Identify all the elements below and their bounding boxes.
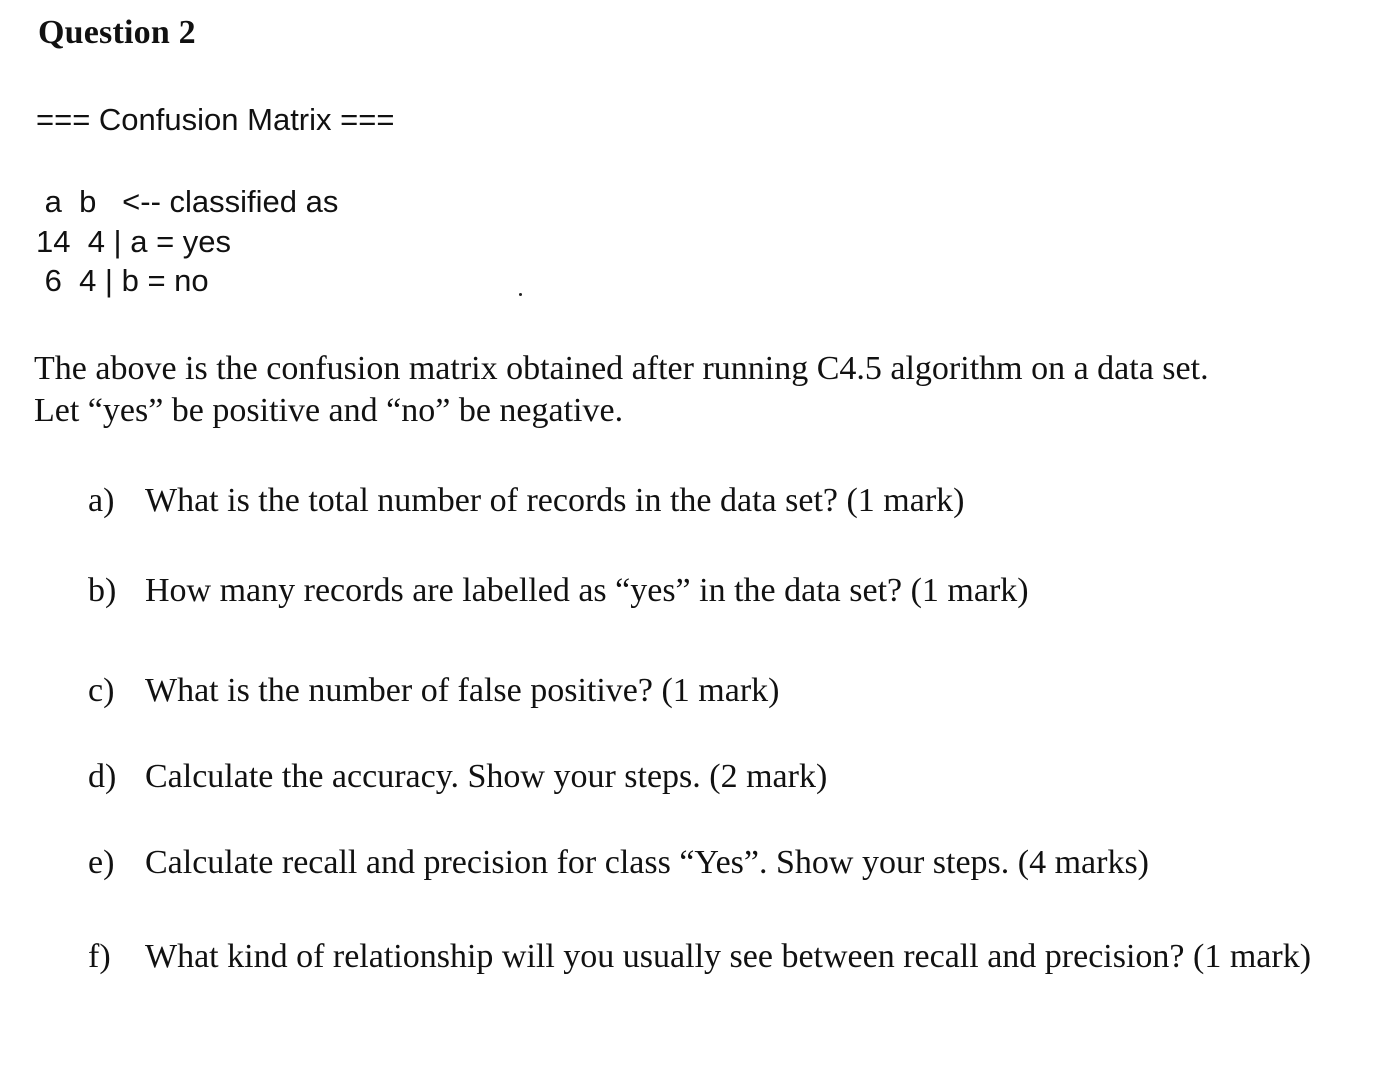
question-b [88, 568, 1358, 614]
question-c [88, 668, 1358, 714]
question-text: What is the number of false positive? (1 mark) [145, 672, 780, 709]
question-marker: e) [88, 844, 115, 881]
intro-paragraph [34, 348, 1354, 432]
question-text: Calculate the accuracy. Show your steps. (2 mark) [145, 758, 828, 795]
confusion-matrix-row-yes: 14 4 | a = yes [36, 224, 232, 259]
confusion-matrix-row-no: 6 4 | b = no [36, 263, 209, 298]
question-e [88, 840, 1358, 886]
intro-line-1: The above is the confusion matrix obtained after running C4.5 algorithm on a data set. [34, 350, 1209, 387]
confusion-matrix-title: === Confusion Matrix === [36, 102, 395, 137]
question-text: What kind of relationship will you usually see between recall and precision? (1 mark) [145, 938, 1312, 975]
question-marker: b) [88, 572, 117, 609]
question-text: What is the total number of records in the data set? (1 mark) [145, 482, 965, 519]
question-a [88, 478, 1358, 524]
question-marker: c) [88, 672, 115, 709]
question-marker: f) [88, 938, 111, 975]
question-marker: d) [88, 758, 117, 795]
question-text: Calculate recall and precision for class “Yes”. Show your steps. (4 marks) [145, 844, 1149, 881]
question-marker: a) [88, 482, 115, 519]
intro-line-2: Let “yes” be positive and “no” be negative. [34, 392, 624, 429]
question-heading: Question 2 [38, 14, 196, 51]
question-d [88, 754, 1358, 800]
question-f [88, 934, 1358, 980]
confusion-matrix-header: a b <-- classified as [36, 184, 339, 219]
question-text: How many records are labelled as “yes” in the data set? (1 mark) [145, 572, 1029, 609]
scan-speck [519, 293, 522, 296]
